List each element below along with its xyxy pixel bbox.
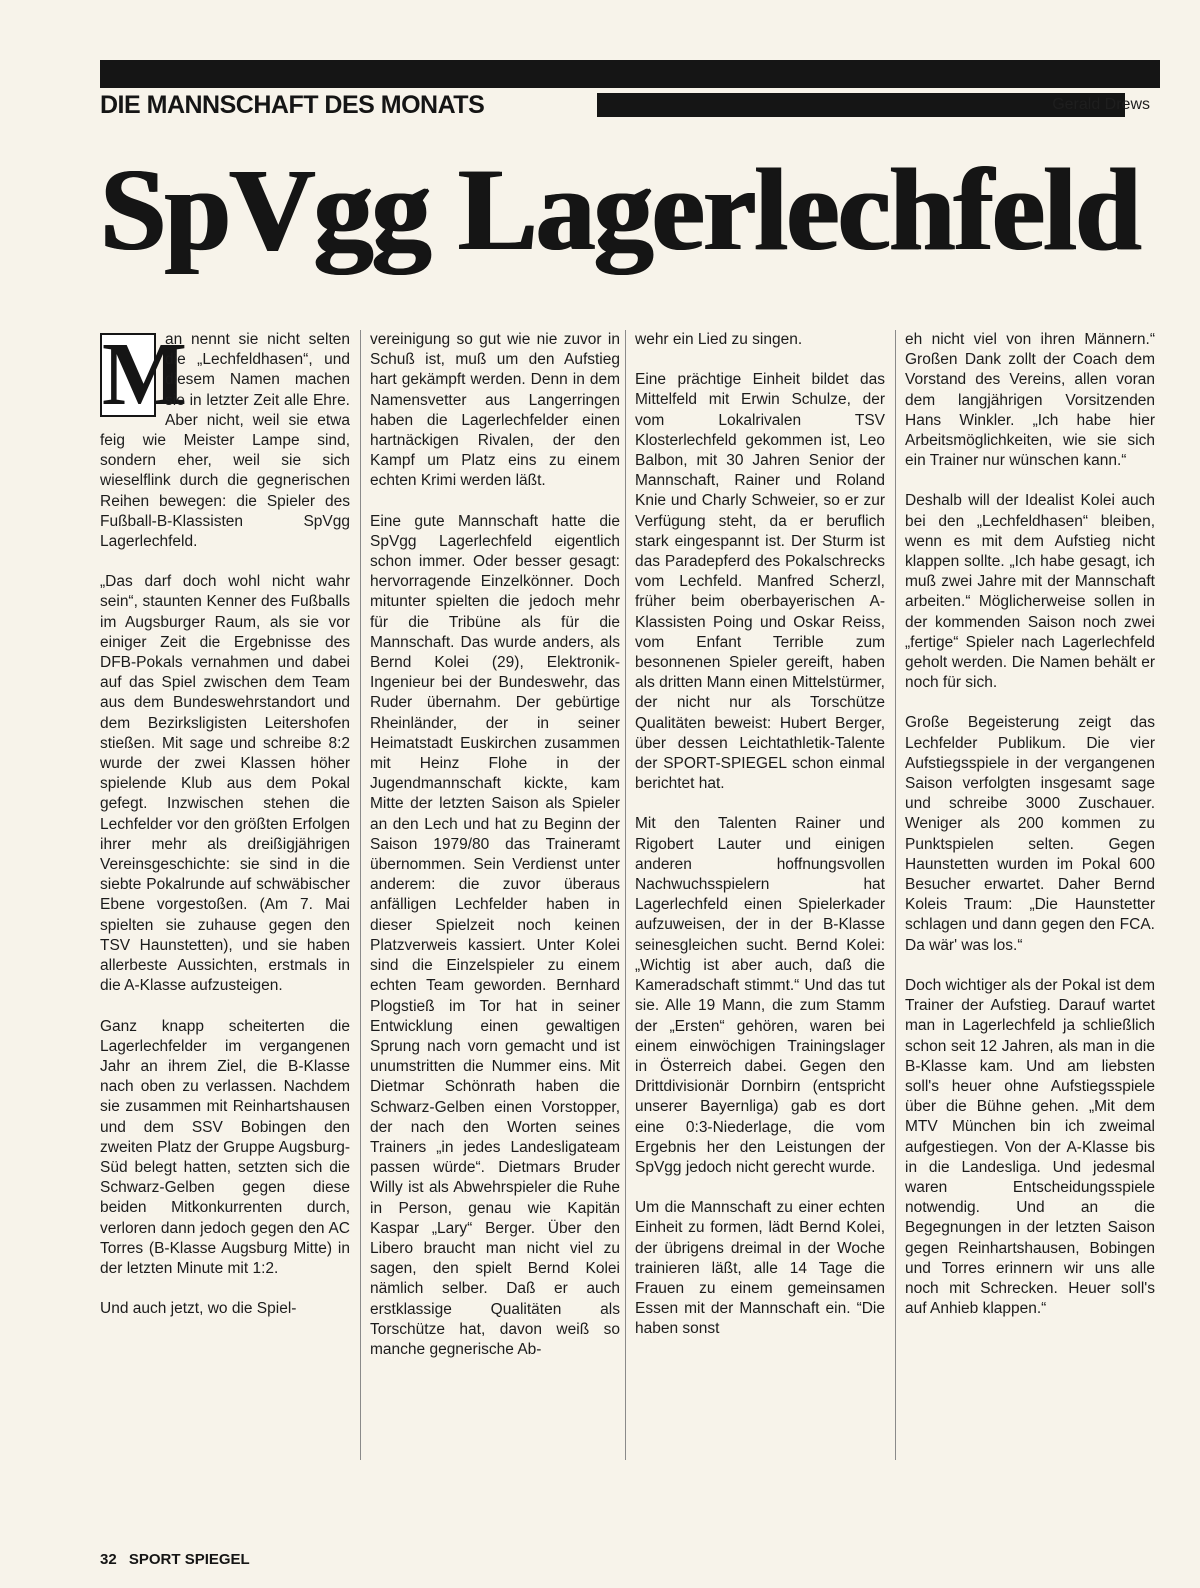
section-label: DIE MANNSCHAFT DES MONATS (100, 91, 485, 119)
paragraph: Deshalb will der Idealist Kolei auch bei den „Lechfeldhasen“ bleiben, wenn es mit dem Aufstieg nicht klappen sollte. „Ich habe gesagt, ich muß zwei Jahre mit der Mannschaft arbeiten.“ Möglicherweise sollen in der kommenden Saison noch zwei „fertige“ Spieler nach Lagerlechfeld geholt werden. Die Namen behält er noch für sich. (905, 492, 1155, 692)
paragraph: wehr ein Lied zu singen. (635, 331, 803, 348)
page-footer (100, 1550, 258, 1570)
article-column-1 (100, 325, 350, 1490)
column-divider (625, 330, 626, 1460)
section-banner (100, 90, 1160, 120)
paragraph: eh nicht viel von ihren Männern.“ Großen Dank zollt der Coach dem Vorstand des Vereins, allen voran dem langjährigen Vorsitzenden Hans Winkler. „Ich habe hier Arbeitsmöglichkeiten, wie sie sich ein Trainer nur wünschen kann.“ (905, 331, 1155, 470)
article-body (100, 325, 1160, 1490)
paragraph: Eine prächtige Einheit bildet das Mittelfeld mit Erwin Schulze, der vom Lokalrivalen TSV Klosterlechfeld gekommen ist, Leo Balbon, mit 30 Jahren Senior der Mannschaft, Rainer und Roland Knie und Charly Schweier, so er zur Verfügung steht, da er beruflich stark eingespannt ist. Der Sturm ist das Paradepferd des Pokalschrecks vom Lechfeld. Manfred Scherzl, früher beim oberbayerischen A-Klassisten Poing und Oskar Reiss, vom Enfant Terrible zum besonnenen Spieler gereift, haben als dritten Mann einen Mittelstürmer, der nicht nur als Torschütze Qualitäten beweist: Hubert Berger, über dessen Leichtathletik-Talente der SPORT-SPIEGEL schon einmal berichtet hat. (635, 371, 885, 793)
top-black-rule (100, 60, 1160, 88)
paragraph: Und auch jetzt, wo die Spiel- (100, 1300, 297, 1318)
paragraph: Doch wichtiger als der Pokal ist dem Trainer der Aufstieg. Darauf wartet man in Lagerlechfeld ja schließlich schon seit 12 Jahren, als man in die B-Klasse kam. Und am liebsten soll's heuer ohne Aufstiegsspiele über die Bühne gehen. „Mit dem MTV München bin ich zweimal aufgestiegen. Von der A-Klasse bis in die Landesliga. Und jedesmal waren Entscheidungsspiele notwendig. Und an die Begegnungen in der letzten Saison gegen Reinhartshausen, Bobingen und Torres erinnern wir uns alle noch mit Schrecken. Heuer soll's auf Anhieb klappen.“ (905, 976, 1155, 1318)
paragraph: Um die Mannschaft zu einer echten Einheit zu formen, lädt Bernd Kolei, der übrigens dreimal in der Woche trainieren läßt, alle 14 Tage die Frauen zu einem gemeinsamen Essen mit der Mannschaft ein. “Die haben sonst (635, 1199, 885, 1338)
paragraph: „Das darf doch wohl nicht wahr sein“, staunten Kenner des Fußballs im Augsburger Raum, als sie vor einiger Zeit die Ergebnisse des DFB-Pokals vernahmen und dabei auf das Spiel zwischen dem Team aus dem Bundeswehrstandort und dem Bezirksligisten Leitershofen stießen. Mit sage und schreibe 8:2 wurde der zwei Klassen höher spielende Klub aus dem Pokal gefegt. Inzwischen stehen die Lechfelder vor den größten Erfolgen ihrer mehr als dreißigjährigen Vereinsgeschichte: sie sind in die siebte Pokalrunde auf schwäbischer Ebene vorgestoßen. (Am 7. Mai spielten sie zuhause gegen den TSV Haunstetten), und sie haben allerbeste Aussichten, erstmals in die A-Klasse aufzusteigen. (100, 573, 350, 995)
paragraph: Eine gute Mannschaft hatte die SpVgg Lagerlechfeld eigentlich schon immer. Oder besser gesagt: hervorragende Einzelkönner. Doch mitunter spielten die jedoch mehr für die Tribüne als für die Mannschaft. Das wurde anders, als Bernd Kolei (29), Elektronik-Ingenieur bei der Bundeswehr, das Ruder übernahm. Der gebürtige Rheinländer, der in seiner Heimatstadt Euskirchen zusammen mit Heinz Flohe in der Jugendmannschaft kickte, kam Mitte der letzten Saison als Spieler an den Lech und hat zu Beginn der Saison 1979/80 das Traineramt übernommen. Sein Verdienst unter anderem: die zuvor überaus anfälligen Lechfelder haben in dieser Spielzeit noch keinen Platzverweis kassiert. Unter Kolei sind die Einzelspieler zu einem echten Team geworden. Bernhard Plogstieß im Tor hat in seiner Entwicklung einen gewaltigen Sprung nach vorn gemacht und ist unumstritten die Nummer eins. Mit Dietmar Schönrath haben die Schwarz-Gelben einen Vorstopper, der nach den Worten seines Trainers „in jedes Landesligateam passen würde“. Dietmars Bruder Willy ist als Abwehrspieler die Ruhe in Person, genau wie Kapitän Kaspar „Lary“ Berger. Über den Libero braucht man nicht viel zu sagen, den spielt Bernd Kolei nämlich selber. Daß er auch erstklassige Qualitäten als Torschütze hat, davon weiß so manche gegnerische Ab- (370, 512, 620, 1358)
article-column-2 (370, 330, 620, 1490)
headline: SpVgg Lagerlechfeld (100, 144, 1140, 275)
paragraph: Große Begeisterung zeigt das Lechfelder Publikum. Die vier Aufstiegsspiele in der vergangenen Saison verfolgten insgesamt sage und schreibe 3000 Zuschauer. Weniger als 200 kommen zu Punktspielen selten. Gegen Haunstetten wurden im Pokal 600 Besucher erwartet. Daher Bernd Koleis Traum: „Die Haunstetter schlagen und dann gegen den FCA. Da wär' was los.“ (905, 714, 1155, 954)
column-divider (895, 330, 896, 1460)
paragraph: vereinigung so gut wie nie zuvor in Schuß ist, muß um den Aufstieg hart gekämpft werden. Denn in dem Namensvetter aus Langerringen haben die Lagerlechfelder einen hartnäckigen Rivalen, der den Kampf um Platz eins zu einem echten Krimi werden läßt. (370, 331, 620, 490)
paragraph: M an nennt sie nicht selten die „Lechfeldhasen“, und diesem Namen machen sie in letzter Zeit alle Ehre. Aber nicht, weil sie etwa feig wie Meister Lampe sind, sondern eher, weil sie sich wieselflink durch die gegnerischen Reihen bewegen: die Spieler des Fußball-B-Klassisten SpVgg Lagerlechfeld. (100, 325, 350, 551)
banner-black-bar (597, 93, 1125, 117)
author-name: Gerald Drews (1052, 96, 1150, 113)
article-column-3 (635, 330, 885, 1490)
column-divider (360, 330, 361, 1460)
paragraph: Mit den Talenten Rainer und Rigobert Lauter und einigen anderen hoffnungsvollen Nachwuchsspielern hat Lagerlechfeld einen Spielerkader aufzuweisen, der in der B-Klasse seinesgleichen sucht. Bernd Kolei: „Wichtig ist aber auch, daß die Kameradschaft stimmt.“ Und das tut sie. Alle 19 Mann, die zum Stamm der „Ersten“ gehören, waren bei einem einwöchigen Trainingslager in Österreich dabei. Gegen den Drittdivisionär Dornbirn (entspricht unserer Bayernliga) gab es dort eine 0:3-Niederlage, die vom Ergebnis her den Leistungen der SpVgg jedoch nicht gerecht wurde. (635, 815, 885, 1176)
article-column-4 (905, 330, 1155, 1490)
magazine-name: SPORT SPIEGEL (128, 1551, 250, 1568)
drop-cap: M (102, 325, 187, 424)
page-number: 32 (100, 1551, 117, 1568)
paragraph: Ganz knapp scheiterten die Lagerlechfelder im vergangenen Jahr an ihrem Ziel, die B-Klasse nach oben zu verlassen. Nachdem sie zusammen mit Reinhartshausen und dem SSV Bobingen den zweiten Platz der Gruppe Augsburg-Süd belegt hatten, setzten sich die Schwarz-Gelben gegen diese beiden Mitkonkurrenten durch, verloren dann jedoch gegen den AC Torres (B-Klasse Augsburg Mitte) in der letzten Minute mit 1:2. (100, 1017, 350, 1277)
